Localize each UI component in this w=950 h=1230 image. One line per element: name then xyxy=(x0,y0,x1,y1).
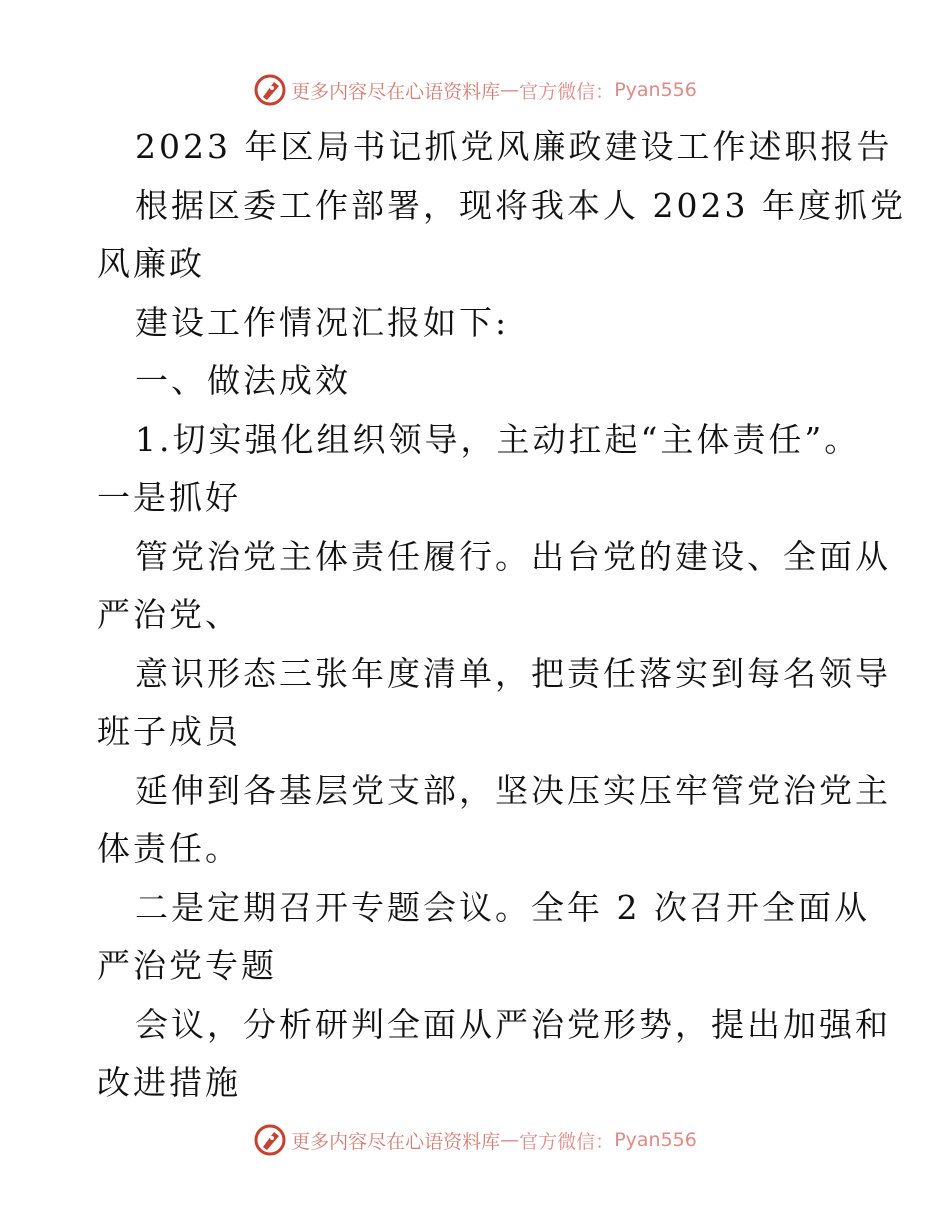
document-body xyxy=(97,118,906,1113)
paragraph-line: 意识形态三张年度清单，把责任落实到每名领导 xyxy=(135,653,891,693)
section-heading: 一、做法成效 xyxy=(135,361,351,400)
paragraph-line: 严治党专题 xyxy=(97,946,277,985)
document-title: 2023 年区局书记抓党风廉政建设工作述职报告 xyxy=(135,127,893,166)
watermark-wechat-id: Pyan556 xyxy=(614,1129,697,1151)
paragraph-line: 建设工作情况汇报如下: xyxy=(135,302,510,342)
watermark-text: 更多内容尽在心语资料库 xyxy=(291,80,501,103)
watermark-wechat-label: 官方微信： xyxy=(519,1130,615,1153)
paragraph-line: 严治党、 xyxy=(97,595,241,634)
paragraph-line: 改进措施 xyxy=(97,1063,241,1102)
watermark-wechat-label: 官方微信： xyxy=(519,80,615,103)
paragraph-line: 班子成员 xyxy=(97,712,241,751)
watermark-banner-bottom xyxy=(0,1120,950,1160)
pen-nib-circle-icon xyxy=(253,73,287,107)
watermark-banner-top xyxy=(0,70,950,110)
watermark-text: 更多内容尽在心语资料库 xyxy=(291,1130,501,1153)
paragraph-line: 二是定期召开专题会议。全年 2 次召开全面从 xyxy=(135,887,870,927)
paragraph-line: 延伸到各基层党支部，坚决压实压牢管党治党主 xyxy=(135,770,891,810)
paragraph-line: 1.切实强化组织领导，主动扛起“主体责任”。 xyxy=(135,419,861,459)
pen-nib-circle-icon xyxy=(253,1123,287,1157)
paragraph-line: 一是抓好 xyxy=(97,478,241,517)
paragraph-line: 体责任。 xyxy=(97,829,241,868)
watermark-dash: — xyxy=(500,79,520,101)
watermark-wechat-id: Pyan556 xyxy=(614,79,697,101)
watermark-dash: — xyxy=(500,1129,520,1151)
paragraph-line: 根据区委工作部署，现将我本人 2023 年度抓党 xyxy=(135,185,906,225)
paragraph-line: 会议，分析研判全面从严治党形势，提出加强和 xyxy=(135,1004,891,1044)
paragraph-line: 管党治党主体责任履行。出台党的建设、全面从 xyxy=(135,536,891,576)
paragraph-line: 风廉政 xyxy=(97,244,205,283)
